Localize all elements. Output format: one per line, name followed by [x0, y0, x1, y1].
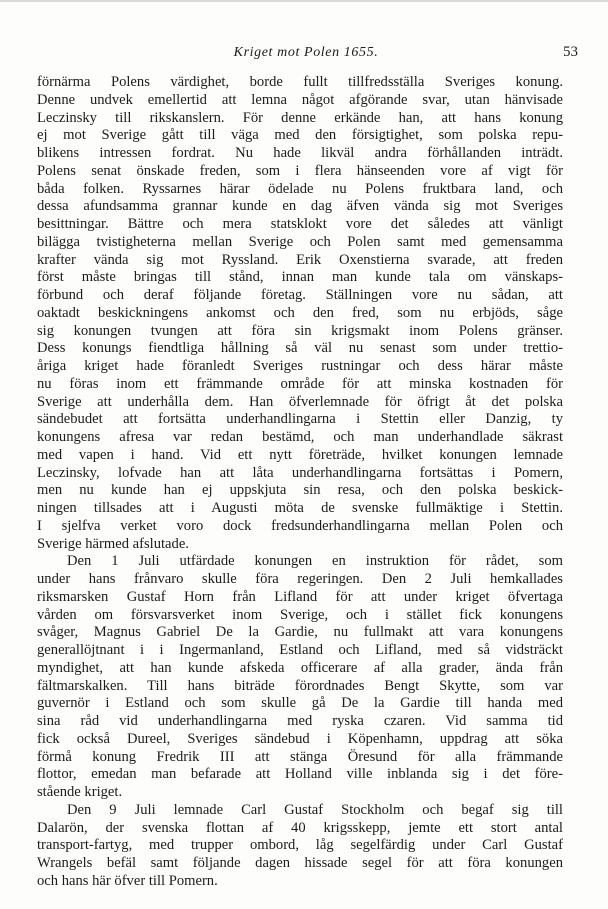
paragraph-3 [37, 802, 563, 891]
text-line: Den 1 Juli utfärdade konungen en instruktion för rådet, som [67, 553, 563, 570]
text-line: riksmarsken Gustaf Horn från Lifland för att under kriget öfvertaga [37, 588, 563, 605]
text-line: båda folken. Ryssarnes härar ödelade nu Polens fruktbara land, och [37, 180, 563, 197]
text-line: konungens afresa var redan bestämd, och man underhandlade säkrast [37, 429, 563, 445]
text-line: vården om försvarsverket inom Sverige, och i stället fick konungens [37, 606, 563, 623]
text-line: I sjelfva verket voro dock fredsunderhandlingarna mellan Polen och [37, 517, 563, 534]
text-line: fick också Dureel, Sveriges sändebud i Köpenhamn, uppdrag att söka [37, 730, 563, 747]
text-line: Sverige härmed afslutade. [37, 535, 189, 552]
text-line: oaktadt beskickningens ankomst och den fred, som nu erbjöds, såge [37, 304, 563, 321]
text-line: myndighet, att han kunde afskeda officerare af alla grader, ända från [37, 659, 563, 676]
text-line: Den 9 Juli lemnade Carl Gustaf Stockholm och begaf sig till [67, 801, 563, 818]
text-line: förmå konung Fredrik III att stänga Öresund för alla främmande [37, 748, 563, 765]
text-line: sina råd vid underhandlingarna med ryska czaren. Vid samma tid [37, 713, 563, 729]
text-line: ej mot Sverige gått till väga med den försigtighet, som polska repu- [37, 127, 563, 144]
text-line: men nu kunde han ej uppskjuta sin resa, och den polska beskick- [37, 482, 563, 499]
text-line: först måste bringas till stånd, innan man kunde tala om vänskaps- [37, 269, 563, 286]
page-number: 53 [563, 44, 578, 60]
text-line: med vapen i hand. Vid ett nytt företräde, hvilket konungen lemnade [37, 446, 563, 463]
text-line: krafter vända sig mot Ryssland. Erik Oxenstierna svarade, att freden [37, 251, 563, 268]
text-line: flottor, emedan man befarade att Holland ville inblanda sig i det före- [37, 766, 563, 783]
text-line: fältmarskalken. Till hans biträde förordnades Bengt Skytte, som var [37, 677, 563, 694]
paragraph-2 [37, 553, 563, 802]
text-line: guvernör i Estland och som skulle gå De la Gardie till handa med [37, 695, 563, 712]
text-line: Leczinsky, lofvade han att låta underhandlingarna fortsättas i Pomern, [37, 464, 563, 481]
text-line: nu föras inom ett främmande område för att minska kostnaden för [37, 375, 563, 392]
text-line: stående kriget. [37, 784, 123, 800]
text-line: förnärma Polens värdighet, borde fullt tillfredsställa Sveriges konung. [37, 74, 563, 90]
text-line: bilägga tvistigheterna mellan Sverige och Polen samt med gemensamma [37, 233, 563, 250]
text-line: Denne undvek emellertid att lemna något afgörande svar, utan hänvisade [37, 91, 563, 108]
text-line: svåger, Magnus Gabriel De la Gardie, nu fullmakt att vara konungens [37, 624, 563, 641]
text-line: ningen tillsades att i Augusti möta de svenske fullmäktige i Stettin. [37, 500, 563, 516]
body-text [37, 74, 563, 891]
paragraph-1 [37, 74, 563, 553]
text-line: Leczinsky till rikskanslern. För denne erkände han, att hans konung [37, 109, 563, 126]
text-line: under hans frånvaro skulle föra regeringen. Den 2 Juli hemkallades [37, 571, 563, 587]
text-line: Sverige att underhålla dem. Han öfverlemnade för öfrigt åt det polska [37, 393, 563, 410]
text-line: sig konungen tvungen att föra sin krigsmakt inom Polens gränser. [37, 322, 563, 339]
text-line: transport-fartyg, med trupper ombord, låg segelfärdig under Carl Gustaf [37, 837, 563, 854]
text-line: besittningar. Bättre och mera statsklokt vore det således att vänligt [37, 216, 563, 232]
text-line: sändebudet att fortsätta underhandlingarna i Stettin eller Danzig, ty [37, 411, 563, 428]
text-line: Dalarön, der svenska flottan af 40 krigsskepp, jemte ett stort antal [37, 819, 563, 836]
text-line: dessa afundsamma grannar kunde en dag äfven vända sig mot Sveriges [37, 198, 563, 215]
text-line: åriga kriget hade föranledt Sveriges rustningar och dess härar måste [37, 358, 563, 374]
running-head-title: Kriget mot Polen 1655. [233, 45, 379, 60]
running-head [36, 44, 588, 64]
text-line: blikens intressen fordrat. Nu hade likväl andra förhållanden inträdt. [37, 145, 563, 161]
text-line: förbund och deraf följande företag. Ställningen vore nu sådan, att [37, 287, 563, 303]
text-line: Polens senat önskade freden, som i flera hänseenden vore af vigt för [37, 162, 563, 179]
text-line: generallöjtnant i i Ingermanland, Estland och Lifland, med så vidsträckt [37, 642, 563, 658]
text-line: Dess konungs fiendtliga hållning så väl nu senast som under trettio- [37, 340, 563, 357]
page-top-edge [0, 0, 608, 2]
text-line: Wrangels befäl samt följande dagen hissade segel för att föra konungen [37, 855, 563, 871]
text-line: och hans här öfver till Pomern. [37, 872, 218, 889]
